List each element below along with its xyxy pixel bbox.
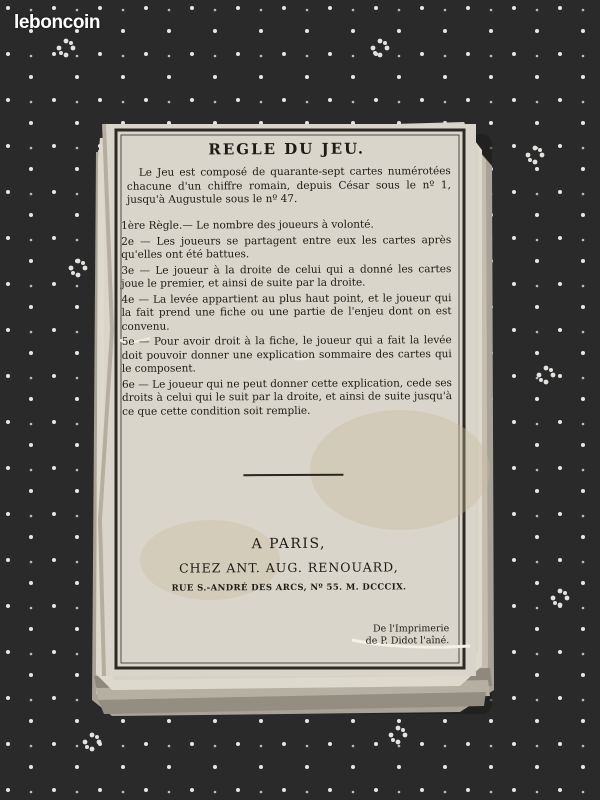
rule-6 — [122, 377, 452, 419]
publisher-line: CHEZ ANT. AUG. RENOUARD, — [179, 559, 399, 576]
rule-number: 4e — — [121, 293, 149, 306]
rule-text: Le joueur qui ne peut donner cette explication, cede ses droits à celui qui le suit par la droite, et ainsi de suite jusqu'à ce que cette condition soit remplie. — [121, 376, 453, 418]
rules-list — [121, 218, 452, 421]
card-intro: Le Jeu est composé de quarante-sept cartes numérotées chacune d'un chiffre romain, depuis César sous le nº 1, jusqu'à Augustule sous le nº 47. — [126, 165, 451, 206]
rule-1 — [121, 218, 451, 233]
rules-card — [109, 127, 468, 667]
card-title: REGLE DU JEU. — [208, 139, 366, 159]
rule-number: 1ère Règle.— — [121, 219, 193, 232]
leboncoin-watermark: leboncoin — [14, 12, 101, 33]
rule-text: Le joueur à la droite de celui qui a donné les cartes joue le premier, et ainsi de suite par la droite. — [121, 262, 452, 290]
rule-4 — [121, 292, 451, 334]
imprint-line-2: de P. Didot l'aîné. — [365, 635, 450, 647]
rule-text: Les joueurs se partagent entre eux les cartes après qu'elles ont été battues. — [121, 233, 452, 261]
rule-2 — [121, 234, 451, 263]
rule-5 — [122, 334, 452, 376]
rule-text: Pour avoir droit à la fiche, le joueur qui a fait la levée doit pouvoir donner une explication sommaire des cartes qui le composent. — [121, 334, 452, 375]
rule-number: 5e — — [121, 335, 150, 348]
separator-rule — [243, 474, 343, 477]
rule-text: Le nombre des joueurs à volonté. — [196, 218, 374, 232]
address-line: RUE S.-ANDRÉ DES ARCS, Nº 55. M. DCCCIX. — [171, 582, 407, 594]
rule-number: 2e — — [121, 235, 151, 248]
place-line: A PARIS, — [251, 535, 327, 553]
rule-number: 3e — — [121, 264, 151, 277]
rule-3 — [121, 263, 451, 292]
rule-number: 6e — — [121, 378, 149, 391]
imprint-line-1: De l'Imprimerie — [373, 623, 450, 635]
card-text — [109, 127, 468, 667]
imprint-block — [366, 623, 450, 647]
rule-text: La levée appartient au plus haut point, et le joueur qui la fait prend une fiche ou une partie de l'enjeu dont on est convenu. — [121, 291, 452, 333]
